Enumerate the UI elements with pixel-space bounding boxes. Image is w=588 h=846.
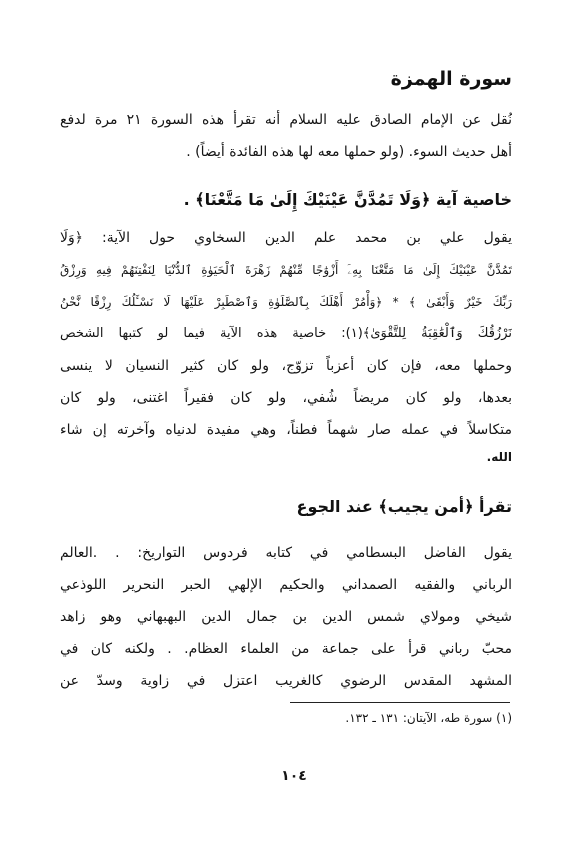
text-line: يقول علي بن محمد علم الدين السخاوي حول الآية: ﴿وَلَا [60, 230, 512, 246]
text-line: متكاسلاً في عمله صار شهماً فطناً، وهي مفيدة لدنياه وآخرته إن شاء [60, 422, 512, 438]
paragraph-bastami [60, 537, 512, 697]
text-line: وحملها معه، فإن كان أعزباً تزوّج، ولو كان كثير النسيان لا ينسى [60, 358, 512, 374]
paragraph-sadiq [60, 104, 512, 168]
khasiya-title: خاصية آية ﴿وَلَا تَمُدَّنَّ عَيْنَيْكَ إِلَىٰ مَا مَتَّعْنَا﴾ . [183, 190, 512, 209]
page-number: ١٠٤ [281, 768, 307, 784]
text-line: محبّ رباني قرأ على جماعة من العلماء العظام. . ولكنه كان في [60, 641, 512, 657]
surah-title: سورة الهمزة [390, 68, 512, 90]
text-line: نُقل عن الإمام الصادق عليه السلام أنه تقرأ هذه السورة ٢١ مرة لدفع [60, 112, 512, 128]
text-line: يقول الفاضل البسطامي في كتابه فردوس التواريخ: . .العالم [60, 545, 512, 561]
text-line: بعدها، ولو كان مريضاً شُفي، ولو كان فقيراً اغتنى، ولو كان [60, 390, 512, 406]
quran-verse-line: رَبِّكَ خَيْرٌ وَأَبْقَىٰ ﴾ * ﴿وَأْمُرْ أَهْلَكَ بِٱلصَّلَوٰةِ وَٱصْطَبِرْ عَلَيْهَا لَا نَسْـَٔلُكَ رِزْقًا نَّحْنُ [60, 295, 512, 309]
text-line: أهل حديث السوء. (ولو حملها معه لها هذه الفائدة أيضاً) . [186, 144, 512, 160]
text-line: الرباني والفقيه الصمداني والحكيم الإلهي الحبر النحرير اللوذعي [60, 577, 512, 593]
text-line: الله. [486, 450, 512, 464]
footnote: (١) سورة طه، الآيتان: ١٣١ ـ ١٣٢. [345, 711, 512, 725]
paragraph-sakhawi [60, 222, 512, 472]
text-line: المشهد المقدس الرضوي كالغريب اعتزل في زاوية وسدّ عن [60, 673, 512, 689]
quran-verse-line: تَمُدَّنَّ عَيْنَيْكَ إِلَىٰ مَا مَتَّعْنَا بِهِۦٓ أَزْوَٰجًا مِّنْهُمْ زَهْرَةَ ٱلْحَيَوٰةِ ٱلدُّنْيَا لِنَفْتِنَهُمْ فِيهِ وَرِزْقُ [60, 263, 512, 277]
text-line: شيخي ومولاي شمس الدين بن جمال الدين البهبهاني وهو زاهد [60, 609, 512, 625]
text-line: نَرْزُقُكَ وَٱلْعَٰقِبَةُ لِلتَّقْوَىٰ﴾(١): خاصية هذه الآية فيما لو كتبها الشخص [60, 326, 512, 341]
footnote-divider [290, 702, 510, 703]
hunger-title: تقرأ ﴿أمن يجيب﴾ عند الجوع [296, 497, 512, 516]
